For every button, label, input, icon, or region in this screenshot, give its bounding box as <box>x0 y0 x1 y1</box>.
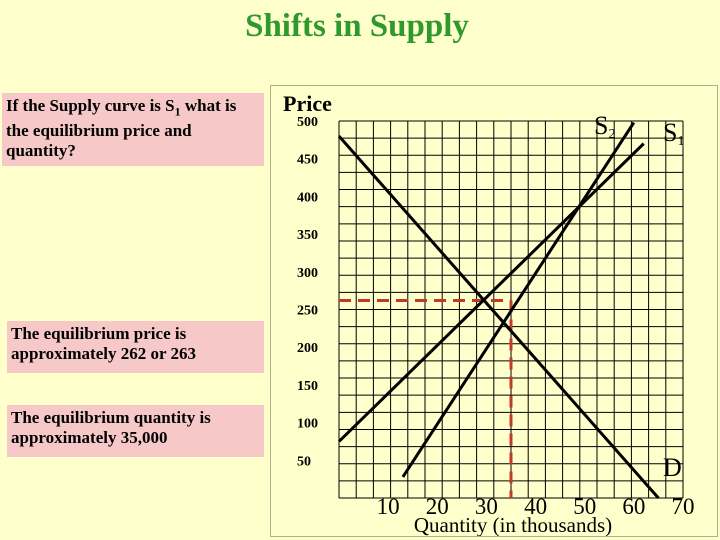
question-text-start: If the Supply curve is S <box>6 96 175 115</box>
y-tick-label: 300 <box>297 265 318 281</box>
y-tick-label: 200 <box>297 341 318 357</box>
question-text-end: what is the equilibrium price and quantity? <box>6 96 237 161</box>
y-tick-label: 50 <box>297 454 311 470</box>
question-subscript: 1 <box>174 104 181 119</box>
curve-label-S2: S2 <box>594 111 616 142</box>
supply-demand-chart <box>271 86 717 536</box>
quantity-answer-box: The equilibrium quantity is approximately 35,000 <box>7 405 264 457</box>
x-axis-label: Quantity (in thousands) <box>413 513 613 536</box>
curve-label-D: D <box>663 453 682 482</box>
x-tick-label: 20 <box>425 494 449 519</box>
x-tick-label: 60 <box>622 494 646 519</box>
chart-frame <box>270 85 718 537</box>
price-answer-box: The equilibrium price is approximately 262 or 263 <box>7 321 264 373</box>
y-tick-label: 450 <box>297 152 318 168</box>
y-tick-label: 100 <box>297 416 318 432</box>
curve-D <box>339 136 658 498</box>
y-tick-label: 350 <box>297 228 318 244</box>
y-axis-label: Price <box>283 91 332 116</box>
x-tick-label: 10 <box>376 494 400 519</box>
x-tick-label: 40 <box>524 494 548 519</box>
x-tick-label: 30 <box>474 494 498 519</box>
y-tick-label: 400 <box>297 190 318 206</box>
curves <box>339 123 658 498</box>
question-box <box>2 93 264 166</box>
y-tick-label: 250 <box>297 303 318 319</box>
slide-title: Shifts in Supply <box>245 8 469 44</box>
y-tick-label: 150 <box>297 378 318 394</box>
x-tick-label: 50 <box>573 494 597 519</box>
x-tick-label: 70 <box>671 494 695 519</box>
y-tick-label: 500 <box>297 115 318 130</box>
curve-label-S1: S1 <box>663 118 685 149</box>
